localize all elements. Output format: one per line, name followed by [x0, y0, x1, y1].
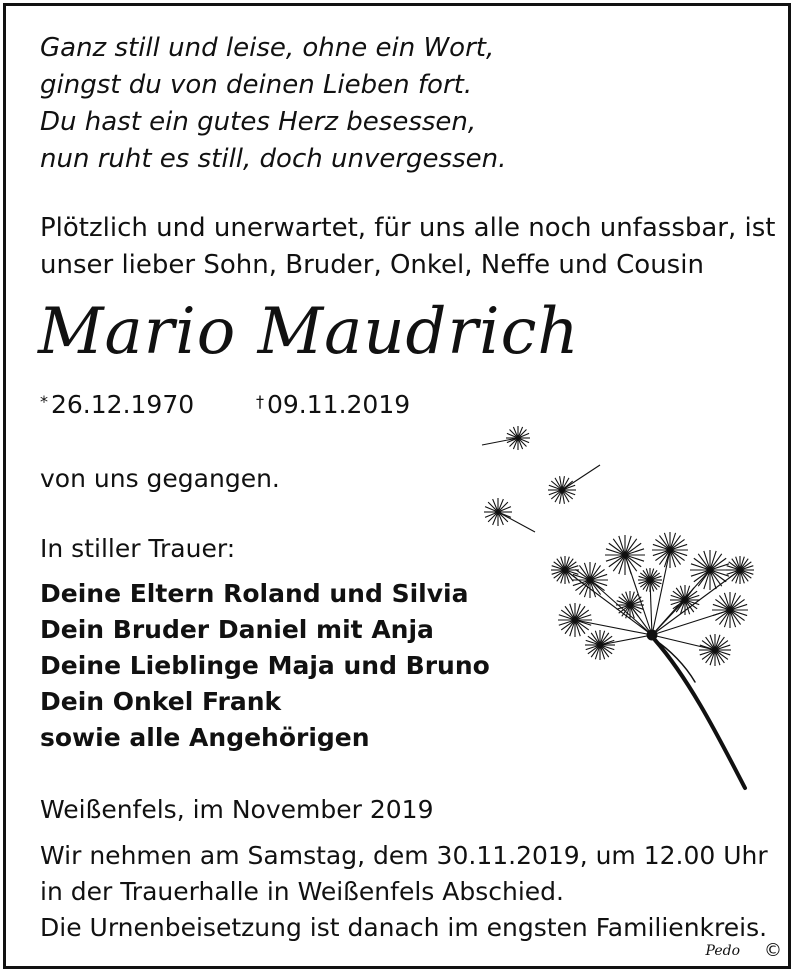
- poem: [40, 30, 506, 178]
- death-symbol: †: [256, 392, 264, 411]
- poem-line: gingst du von deinen Lieben fort.: [40, 70, 473, 100]
- intro-text: [40, 210, 775, 284]
- deceased-name: Mario Maudrich: [38, 295, 580, 369]
- birth-date-value: 26.12.1970: [51, 390, 195, 419]
- dandelion-icon: [470, 420, 760, 800]
- mourner-item: sowie alle Angehörigen: [40, 723, 370, 752]
- death-date: [256, 385, 410, 422]
- funeral-line: in der Trauerhalle in Weißenfels Abschied.: [40, 877, 564, 906]
- poem-line: Ganz still und leise, ohne ein Wort,: [40, 33, 495, 63]
- gone-text: von uns gegangen.: [40, 464, 280, 493]
- mourner-item: Dein Bruder Daniel mit Anja: [40, 615, 434, 644]
- death-date-value: 09.11.2019: [267, 390, 411, 419]
- mourners-list: [40, 576, 490, 756]
- birth-symbol: *: [40, 392, 48, 411]
- funeral-info: [40, 838, 768, 946]
- mourner-item: Deine Eltern Roland und Silvia: [40, 579, 469, 608]
- place-date: Weißenfels, im November 2019: [40, 795, 434, 824]
- copyright-icon: ©: [764, 940, 782, 961]
- intro-line: unser lieber Sohn, Bruder, Onkel, Neffe und Cousin: [40, 250, 704, 280]
- mourner-item: Deine Lieblinge Maja und Bruno: [40, 651, 490, 680]
- poem-line: nun ruht es still, doch unvergessen.: [40, 144, 507, 174]
- funeral-line: Die Urnenbeisetzung ist danach im engsten Familienkreis.: [40, 913, 768, 942]
- trauer-label: In stiller Trauer:: [40, 534, 236, 563]
- birth-date: [40, 385, 194, 422]
- poem-line: Du hast ein gutes Herz besessen,: [40, 107, 477, 137]
- funeral-line: Wir nehmen am Samstag, dem 30.11.2019, um 12.00 Uhr: [40, 841, 768, 870]
- mourner-item: Dein Onkel Frank: [40, 687, 282, 716]
- artist-signature: Pedo: [705, 943, 740, 959]
- intro-line: Plötzlich und unerwartet, für uns alle noch unfassbar, ist: [40, 213, 776, 243]
